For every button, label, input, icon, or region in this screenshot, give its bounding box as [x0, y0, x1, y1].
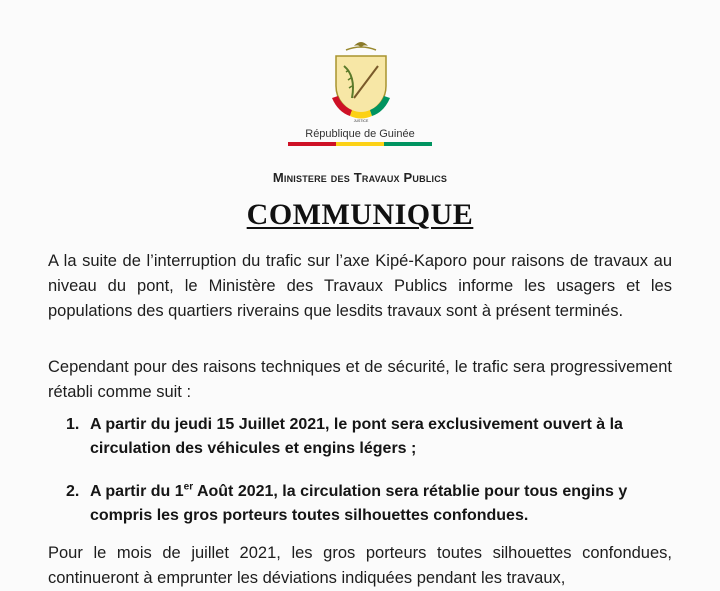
paragraph-2: Cependant pour des raisons techniques et de sécurité, le trafic sera progressivement rétabli comme suit :: [48, 358, 672, 401]
document-title: COMMUNIQUE: [246, 198, 474, 231]
list-text-sup: er: [183, 481, 194, 493]
flag-red: [288, 142, 336, 146]
paragraph-3: Pour le mois de juillet 2021, les gros porteurs toutes silhouettes confondues, continueront à emprunter les déviations indiquées pendant les travaux,: [48, 544, 672, 587]
list-number: 2.: [66, 483, 80, 500]
list-number: 1.: [66, 416, 80, 433]
list-text: A partir du jeudi 15 Juillet 2021, le pont sera exclusivement ouvert à la circulation des véhicules et engins légers ;: [90, 416, 623, 457]
republic-label: République de Guinée: [305, 128, 415, 140]
list-text: [90, 480, 672, 528]
ministry-name: Ministere des Travaux Publics: [272, 170, 448, 185]
list-item-1: [66, 413, 672, 461]
coat-of-arms-emblem: [316, 36, 406, 126]
list-text-rest: Août 2021, la circulation sera rétablie pour tous engins y compris les gros porteurs toutes silhouettes confondues.: [90, 483, 628, 524]
emblem-motto: JUSTICE: [353, 119, 369, 123]
list-item-2: [66, 480, 672, 528]
flag-yellow: [336, 142, 384, 146]
list-text-prefix: A partir du 1: [90, 483, 184, 500]
paragraph-1: A la suite de l’interruption du trafic sur l’axe Kipé-Kaporo pour raisons de travaux au niveau du pont, le Ministère des Travaux Publics informe les usagers et les populations des quartiers riverains que lesdits travaux sont à présent terminés.: [48, 252, 672, 320]
flag-green: [384, 142, 432, 146]
flag-stripe: [288, 142, 432, 146]
